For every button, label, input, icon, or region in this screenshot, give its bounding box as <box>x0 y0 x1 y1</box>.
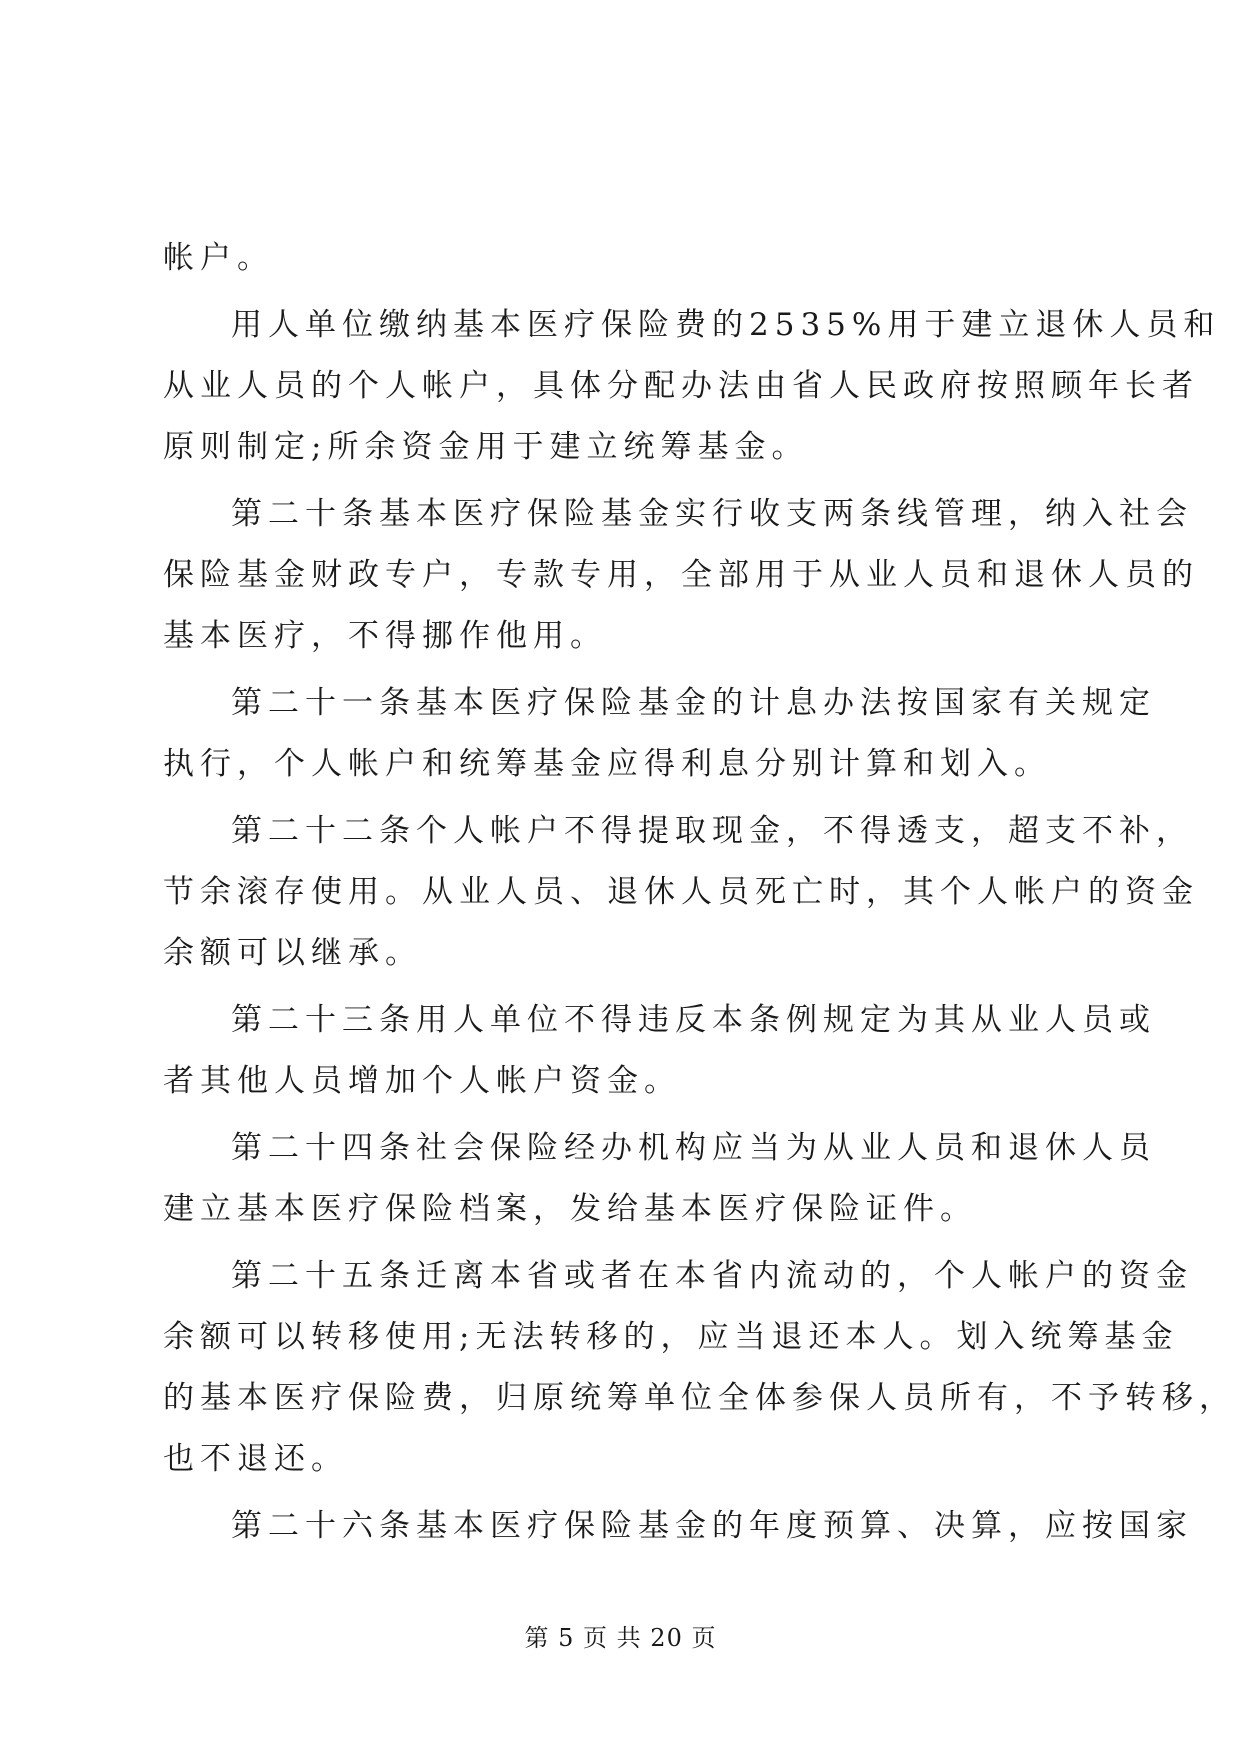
paragraph-first-line: 第二十六条基本医疗保险基金的年度预算、决算，应按国家 <box>231 1508 1193 1544</box>
text-line: 执行，个人帐户和统筹基金应得利息分别计算和划入。 <box>163 746 1051 782</box>
paragraph-first-line: 用人单位缴纳基本医疗保险费的2535%用于建立退休人员和 <box>231 307 1221 343</box>
text-line: 也不退还。 <box>163 1441 348 1477</box>
paragraph-first-line: 第二十三条用人单位不得违反本条例规定为其从业人员或 <box>231 1002 1156 1038</box>
text-line: 余额可以转移使用;无法转移的，应当退还本人。划入统筹基金 <box>163 1319 1179 1355</box>
text-line: 原则制定;所余资金用于建立统筹基金。 <box>163 429 809 465</box>
text-line: 保险基金财政专户，专款专用，全部用于从业人员和退休人员的 <box>163 557 1199 593</box>
text-line: 节余滚存使用。从业人员、退休人员死亡时，其个人帐户的资金 <box>163 874 1199 910</box>
paragraph-first-line: 第二十条基本医疗保险基金实行收支两条线管理，纳入社会 <box>231 496 1193 532</box>
paragraph-first-line: 第二十二条个人帐户不得提取现金，不得透支，超支不补， <box>231 813 1193 849</box>
paragraph-first-line: 第二十五条迁离本省或者在本省内流动的，个人帐户的资金 <box>231 1258 1193 1294</box>
text-line: 从业人员的个人帐户，具体分配办法由省人民政府按照顾年长者 <box>163 368 1199 404</box>
text-line: 帐户。 <box>163 240 274 276</box>
text-line: 的基本医疗保险费，归原统筹单位全体参保人员所有，不予转移， <box>163 1380 1236 1416</box>
paragraph-first-line: 第二十四条社会保险经办机构应当为从业人员和退休人员 <box>231 1130 1156 1166</box>
document-body <box>163 228 1236 1557</box>
text-line: 者其他人员增加个人帐户资金。 <box>163 1063 681 1099</box>
text-line: 基本医疗，不得挪作他用。 <box>163 618 607 654</box>
text-line: 建立基本医疗保险档案，发给基本医疗保险证件。 <box>163 1191 977 1227</box>
text-line: 余额可以继承。 <box>163 935 422 971</box>
paragraph-first-line: 第二十一条基本医疗保险基金的计息办法按国家有关规定 <box>231 685 1156 721</box>
page-number-footer: 第 5 页 共 20 页 <box>524 1624 717 1652</box>
